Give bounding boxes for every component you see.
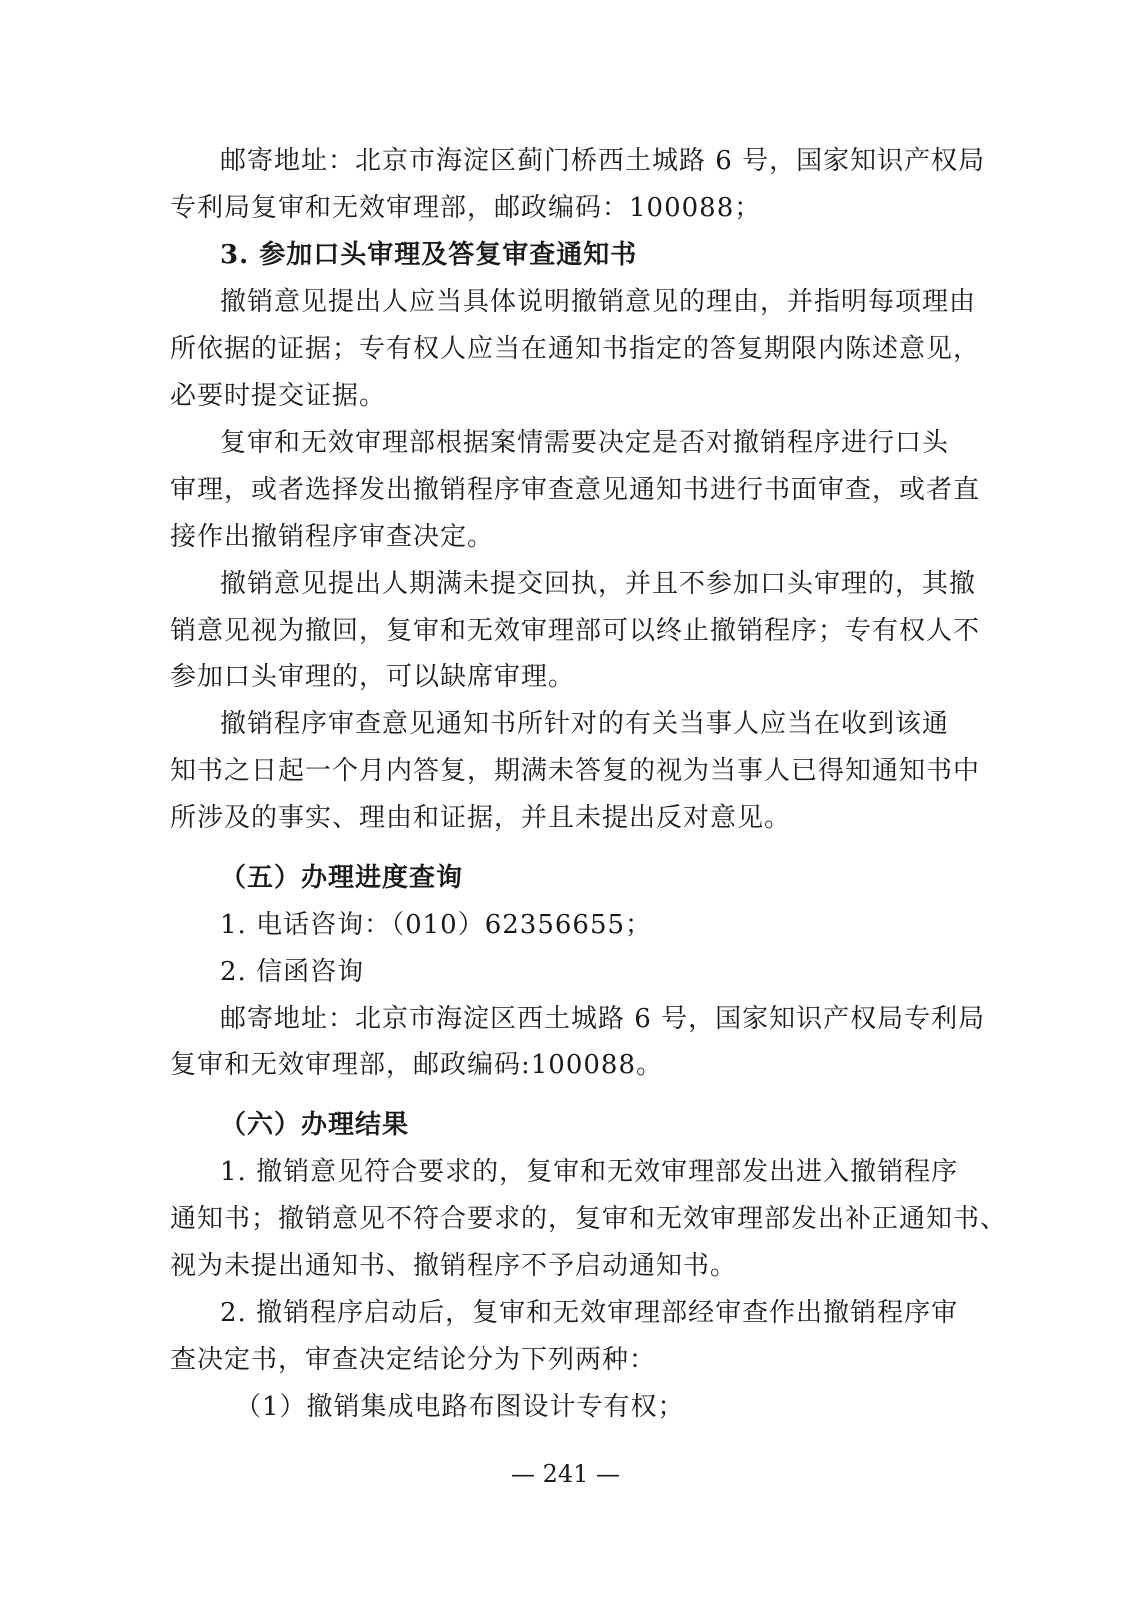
body-line: 撤销意见提出人期满未提交回执，并且不参加口头审理的，其撤 bbox=[220, 569, 977, 599]
body-line: 接作出撤销程序审查决定。 bbox=[170, 522, 495, 552]
body-line: 所涉及的事实、理由和证据，并且未提出反对意见。 bbox=[170, 803, 792, 833]
body-line: 撤销程序审查意见通知书所针对的有关当事人应当在收到该通 bbox=[220, 709, 950, 739]
section-heading: 3. 参加口头审理及答复审查通知书 bbox=[220, 240, 638, 270]
body-line: 审理，或者选择发出撤销程序审查意见通知书进行书面审查，或者直 bbox=[170, 475, 981, 505]
body-line: 复审和无效审理部根据案情需要决定是否对撤销程序进行口头 bbox=[220, 428, 950, 458]
body-line: 销意见视为撤回，复审和无效审理部可以终止撤销程序；专有权人不 bbox=[170, 616, 981, 646]
body-line: 邮寄地址：北京市海淀区蓟门桥西土城路 6 号，国家知识产权局 bbox=[220, 146, 986, 176]
body-line: 专利局复审和无效审理部，邮政编码：100088； bbox=[170, 193, 762, 223]
body-line: 所依据的证据；专有权人应当在通知书指定的答复期限内陈述意见， bbox=[170, 334, 981, 364]
section-heading: （五）办理进度查询 bbox=[220, 863, 464, 893]
body-line: 视为未提出通知书、撤销程序不予启动通知书。 bbox=[170, 1251, 738, 1281]
body-line: 必要时提交证据。 bbox=[170, 381, 387, 411]
body-line: 通知书；撤销意见不符合要求的，复审和无效审理部发出补正通知书、 bbox=[170, 1204, 1008, 1234]
body-line: 2. 信函咨询 bbox=[220, 957, 365, 987]
body-line: 参加口头审理的，可以缺席审理。 bbox=[170, 662, 576, 692]
body-line: 2. 撤销程序启动后，复审和无效审理部经审查作出撤销程序审 bbox=[220, 1298, 959, 1328]
body-line: 邮寄地址：北京市海淀区西土城路 6 号，国家知识产权局专利局 bbox=[220, 1004, 986, 1034]
body-line: 知书之日起一个月内答复，期满未答复的视为当事人已得知通知书中 bbox=[170, 756, 981, 786]
body-line: （1）撤销集成电路布图设计专有权； bbox=[235, 1392, 685, 1422]
body-line: 复审和无效审理部，邮政编码:100088。 bbox=[170, 1050, 664, 1080]
page-number: — 241 — bbox=[510, 1460, 621, 1488]
body-line: 1. 电话咨询：（010）62356655； bbox=[220, 910, 653, 940]
body-line: 1. 撤销意见符合要求的，复审和无效审理部发出进入撤销程序 bbox=[220, 1157, 959, 1187]
body-line: 撤销意见提出人应当具体说明撤销意见的理由，并指明每项理由 bbox=[220, 287, 977, 317]
section-heading: （六）办理结果 bbox=[220, 1110, 410, 1140]
body-line: 查决定书，审查决定结论分为下列两种： bbox=[170, 1345, 657, 1375]
